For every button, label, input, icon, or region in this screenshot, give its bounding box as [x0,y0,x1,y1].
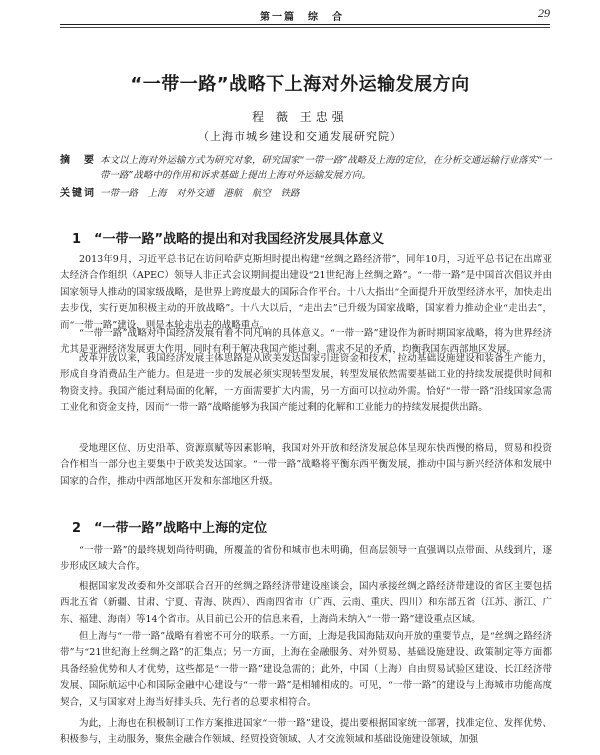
header-rule-thin [60,27,550,28]
keywords-text: 一带一路 上海 对外交通 港航 航空 铁路 [100,188,300,199]
section-number: 1 [72,232,82,247]
header-rule [60,24,550,25]
body-paragraph: 2013年9月，习近平总书记在访问哈萨克斯坦时提出构建“丝绸之路经济带”，同年10月，习近平总书记在出席亚太经济合作组织（APEC）领导人非正式会议期间提出建设“21世纪海上丝绸之路”。“一带一路”是中国首次倡议并由国家领导人推动的国家级战略，是世界上跨度最大的国际合作平台。十八大指出“全面提升开放型经济水平，加快走出去步伐，实行更加积极主动的开放战略”。十八大以后，“走出去”已升级为国家战略，国家着力推动企业“走出去”，而“一带一路”建设，则是本轮走出去的战略重点。 [60,254,552,331]
section-heading-2 [72,517,267,536]
abstract-text: 本文以上海对外运输方式为研究对象，研究国家“一带一路”战略及上海的定位，在分析交通运输行业落实“一带一路”战略中的作用和诉求基础上提出上海对外运输发展方向。 [100,155,552,181]
section-number: 2 [72,521,82,536]
body-paragraph: “一带一路”战略对中国经济发展有着不同凡响的具体意义。“一带一路”建设作为新时期国家战略，将为世界经济尤其是亚洲经济发展更大作用，同时有利于解决我国产能过剩、需求不足的矛盾，均衡我国东西部地区发展。 [60,328,552,356]
section-title: “一带一路”战略中上海的定位 [94,521,268,536]
body-paragraph: 受地理区位、历史沿革、资源禀赋等因素影响，我国对外开放和经济发展总体呈现东快西慢的格局，贸易和投资合作相当一部分也主要集中于欧美发达国家。“一带一路”战略将平衡东西平衡发展，推动中国与新兴经济体和发展中国家的合作，推动中西部地区开发和东部地区升级。 [60,443,552,487]
page-number: 29 [538,6,550,20]
section-heading-1 [72,228,384,247]
body-paragraph: 改革开放以来，我国经济发展主体思路是从欧美发达国家引进资金和技术，拉动基础设施建设和装备生产能力，形成自身消费品生产能力。但是进一步的发展必须实现转型发展，转型发展依然需要基础工业的持续发展提供时间和物资支持。我国产能过剩局面的化解，一方面需要扩大内需，另一方面可以拉动外需。恰好“一带一路”沿线国家急需工业化和资金支持，因而“一带一路”战略能够为我国产能过剩的化解和工业能力的持续发展提供出路。 [60,353,552,414]
article-authors: 程 薇 王忠强 [252,110,348,124]
keywords [60,186,552,201]
abstract [60,153,552,183]
body-paragraph: “一带一路”的最终规划尚待明确，所覆盖的省份和城市也未明确，但高层领导一直强调以点带面、从线到片，逐步形成区域大合作。 [60,545,552,573]
section-title: “一带一路”战略的提出和对我国经济发展具体意义 [94,232,385,247]
body-paragraph: 为此，上海也在积极制订工作方案推进国家“一带一路”建设，提出要根据国家统一部署，找准定位、发挥优势、积极参与，主动服务，聚焦金融合作领域、经贸投资领域、人才交流领域和基础设施建设领域，加强 [60,718,552,746]
article-affiliation: （上海市城乡建设和交通发展研究院） [198,130,402,143]
abstract-label: 摘 要 [60,155,96,166]
article-title: “一带一路”战略下上海对外运输发展方向 [130,74,470,95]
body-paragraph: 但上海与“一带一路”战略有着密不可分的联系。一方面，上海是我国海陆双向开放的重要节点，是“丝绸之路经济带”与“21世纪海上丝绸之路”的汇集点；另一方面，上海在金融服务、对外贸易、基础设施建设、政策制定等方面都具备经验优势和人才优势，这些都是“一带一路”建设急需的；此外，中国（上海）自由贸易试验区建设、长江经济带发展、国际航运中心和国际金融中心建设与“一带一路”是相辅相成的。可见，“一带一路”的建设与上海城市功能高度契合，又与国家对上海当好排头兵、先行者的总要求相符合。 [60,631,552,708]
body-paragraph: 根据国家发改委和外交部联合召开的丝绸之路经济带建设座谈会，国内承接丝绸之路经济带建设的省区主要包括西北五省（新疆、甘肃、宁夏、青海、陕西）、西南四省市（广西、云南、重庆、四川）和东部五省（江苏、浙江、广东、福建、海南）等14个省市。从目前已公开的信息来看，上海尚未纳入“一带一路”建设重点区域。 [60,581,552,625]
running-head [60,6,550,26]
keywords-label: 关键词 [60,188,96,199]
running-head-section: 第一篇 综 合 [260,12,344,23]
